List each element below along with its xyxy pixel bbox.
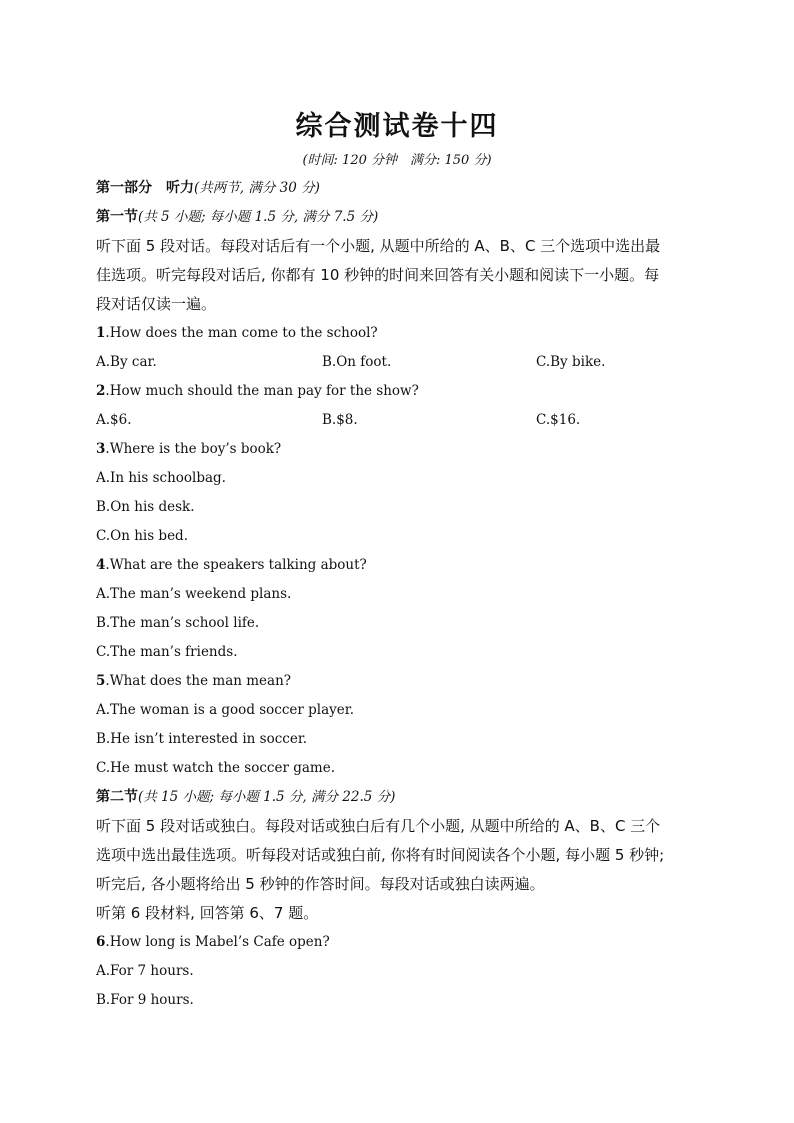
section1-instruction-line: 听下面 5 段对话。每段对话后有一个小题, 从题中所给的 A、B、C 三个选项中选出最 [96, 237, 661, 255]
option-b: B.On foot. [322, 354, 392, 370]
question-text: .Where is the boy’s book? [105, 441, 282, 457]
question-4 [96, 551, 696, 580]
exam-time-and-score: (时间: 120 分钟 满分: 150 分) [302, 153, 492, 168]
question-3 [96, 435, 696, 464]
section2-heading [96, 783, 696, 812]
section2-detail: (共 15 小题; 每小题 1.5 分, 满分 22.5 分) [138, 789, 396, 805]
option-a: A.The woman is a good soccer player. [96, 702, 355, 718]
question-text: .What are the speakers talking about? [105, 557, 367, 573]
option-c: C.The man’s friends. [96, 644, 238, 660]
section1-heading [96, 203, 696, 232]
question-text: .How does the man come to the school? [105, 325, 378, 341]
section2-instruction-line: 选项中选出最佳选项。听每段对话或独白前, 你将有时间阅读各个小题, 每小题 5 秒钟; [96, 846, 665, 864]
option-c: C.On his bed. [96, 528, 188, 544]
question-number: 6 [96, 934, 106, 950]
section2-instruction-line: 听完后, 各小题将给出 5 秒钟的作答时间。每段对话或独白读两遍。 [96, 875, 545, 893]
option-b: B.$8. [322, 412, 358, 428]
option-a: A.In his schoolbag. [96, 470, 226, 486]
section2-instruction-line: 听下面 5 段对话或独白。每段对话或独白后有几个小题, 从题中所给的 A、B、C 三个 [96, 817, 661, 835]
option-a: A.$6. [96, 412, 132, 428]
question-1-options [96, 348, 696, 377]
section1-instruction-line: 佳选项。听完每段对话后, 你都有 10 秒钟的时间来回答有关小题和阅读下一小题。每 [96, 266, 660, 284]
option-c: C.$16. [536, 412, 581, 428]
material-note: 听第 6 段材料, 回答第 6、7 题。 [96, 904, 319, 922]
option-a: A.For 7 hours. [96, 963, 194, 979]
part1-detail: (共两节, 满分 30 分) [194, 180, 320, 196]
question-2-options [96, 406, 696, 435]
option-b: B.The man’s school life. [96, 615, 260, 631]
option-c: C.By bike. [536, 354, 606, 370]
exam-content [96, 174, 696, 1015]
option-c: C.He must watch the soccer game. [96, 760, 335, 776]
section1-label: 第一节 [96, 209, 138, 225]
question-text: .What does the man mean? [105, 673, 292, 689]
part1-label: 第一部分 听力 [96, 180, 194, 196]
part1-heading [96, 174, 696, 203]
question-text: .How much should the man pay for the show? [105, 383, 419, 399]
question-2 [96, 377, 696, 406]
option-b: B.On his desk. [96, 499, 195, 515]
question-5 [96, 667, 696, 696]
question-number: 1 [96, 325, 106, 341]
question-number: 3 [96, 441, 106, 457]
question-number: 4 [96, 557, 106, 573]
question-6 [96, 928, 696, 957]
question-1 [96, 319, 696, 348]
question-number: 2 [96, 383, 106, 399]
section1-detail: (共 5 小题; 每小题 1.5 分, 满分 7.5 分) [138, 209, 379, 225]
option-a: A.By car. [96, 354, 157, 370]
question-number: 5 [96, 673, 106, 689]
section2-label: 第二节 [96, 789, 138, 805]
option-b: B.He isn’t interested in soccer. [96, 731, 308, 747]
page-title: 综合测试卷十四 [295, 111, 499, 142]
section1-instruction-line: 段对话仅读一遍。 [96, 295, 217, 313]
option-b: B.For 9 hours. [96, 992, 194, 1008]
question-text: .How long is Mabel’s Cafe open? [105, 934, 330, 950]
option-a: A.The man’s weekend plans. [96, 586, 292, 602]
